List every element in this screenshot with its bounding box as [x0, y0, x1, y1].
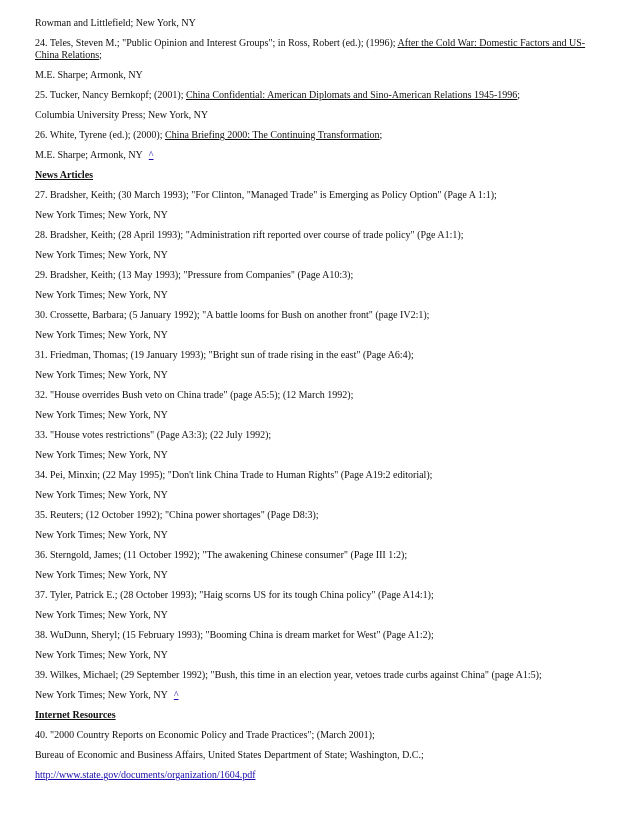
citation-26	[35, 130, 605, 142]
citation-publisher: M.E. Sharpe; Armonk, NY	[35, 70, 143, 81]
citation-publisher: New York Times; New York, NY	[35, 570, 168, 581]
citation-publisher: New York Times; New York, NY	[35, 450, 168, 461]
citation-punct: ;	[379, 130, 383, 141]
citation-33: 33. "House votes restrictions" (Page A3:3); (22 July 1992);	[35, 430, 272, 441]
citation-publisher	[35, 150, 605, 162]
citation-text: 24. Teles, Steven M.; "Public Opinion and Interest Groups"; in Ross, Robert (ed.); (1996);	[35, 38, 398, 49]
section-heading-internet: Internet Resources	[35, 710, 116, 721]
publisher-text: M.E. Sharpe; Armonk, NY	[35, 150, 143, 161]
citation-publisher: Bureau of Economic and Business Affairs, United States Department of State; Washington, D.C.;	[35, 750, 424, 761]
citation-publisher: New York Times; New York, NY	[35, 610, 168, 621]
state-gov-pdf-link[interactable]: http://www.state.gov/documents/organization/1604.pdf	[35, 770, 256, 781]
citation-29: 29. Bradsher, Keith; (13 May 1993); "Pressure from Companies" (Page A10:3);	[35, 270, 354, 281]
citation-34: 34. Pei, Minxin; (22 May 1995); "Don't link China Trade to Human Rights" (Page A19:2 editorial);	[35, 470, 433, 481]
citation-24	[35, 38, 605, 62]
citation-publisher: New York Times; New York, NY	[35, 650, 168, 661]
citation-publisher: New York Times; New York, NY	[35, 210, 168, 221]
section-heading-news: News Articles	[35, 170, 94, 181]
citation-31: 31. Friedman, Thomas; (19 January 1993); "Bright sun of trade rising in the east" (Page A6:4);	[35, 350, 414, 361]
citation-text: 26. White, Tyrene (ed.); (2000);	[35, 130, 166, 141]
bibliography-page	[35, 18, 605, 790]
citation-publisher: New York Times; New York, NY	[35, 490, 168, 501]
citation-27: 27. Bradsher, Keith; (30 March 1993); "For Clinton, "Managed Trade" is Emerging as Policy Option" (Page A 1:1);	[35, 190, 497, 201]
book-title: China Confidential: American Diplomats and Sino-American Relations 1945-1996	[185, 90, 518, 101]
citation-38: 38. WuDunn, Sheryl; (15 February 1993); "Booming China is dream market for West" (Page A1:2);	[35, 630, 434, 641]
citation-35: 35. Reuters; (12 October 1992); "China power shortages" (Page D8:3);	[35, 510, 319, 521]
citation-text: 25. Tucker, Nancy Bernkopf; (2001);	[35, 90, 186, 101]
citation-publisher: Columbia University Press; New York, NY	[35, 110, 209, 121]
back-to-top-link[interactable]: ^	[173, 690, 179, 701]
citation-40: 40. "2000 Country Reports on Economic Policy and Trade Practices"; (March 2001);	[35, 730, 375, 741]
back-to-top-link[interactable]: ^	[148, 150, 154, 161]
citation-32: 32. "House overrides Bush veto on China trade" (page A5:5); (12 March 1992);	[35, 390, 354, 401]
citation-punct: ;	[517, 90, 521, 101]
citation-publisher: New York Times; New York, NY	[35, 290, 168, 301]
citation-punct: ;	[99, 50, 102, 61]
citation-39: 39. Wilkes, Michael; (29 September 1992); "Bush, this time in an election year, vetoes trade curbs against China" (page A1:5);	[35, 670, 542, 681]
citation-28: 28. Bradsher, Keith; (28 April 1993); "Administration rift reported over course of trade policy" (Pge A1:1);	[35, 230, 464, 241]
book-title: After the Cold War: Domestic Factors and US-China Relations	[35, 38, 586, 61]
citation-publisher: New York Times; New York, NY	[35, 410, 168, 421]
citation-publisher: New York Times; New York, NY	[35, 250, 168, 261]
citation-37: 37. Tyler, Patrick E.; (28 October 1993); "Haig scorns US for its tough China policy" (Page A14:1);	[35, 590, 434, 601]
citation-36: 36. Sterngold, James; (11 October 1992); "The awakening Chinese consumer" (Page III 1:2);	[35, 550, 408, 561]
citation-url-line	[35, 770, 605, 782]
citation-publisher: Rowman and Littlefield; New York, NY	[35, 18, 196, 29]
citation-25	[35, 90, 605, 102]
citation-30: 30. Crossette, Barbara; (5 January 1992); "A battle looms for Bush on another front" (page IV2:1);	[35, 310, 430, 321]
citation-publisher	[35, 690, 605, 702]
citation-publisher: New York Times; New York, NY	[35, 530, 168, 541]
citation-publisher: New York Times; New York, NY	[35, 330, 168, 341]
book-title: China Briefing 2000: The Continuing Transformation	[165, 130, 380, 141]
citation-publisher: New York Times; New York, NY	[35, 370, 168, 381]
publisher-text: New York Times; New York, NY	[35, 690, 168, 701]
